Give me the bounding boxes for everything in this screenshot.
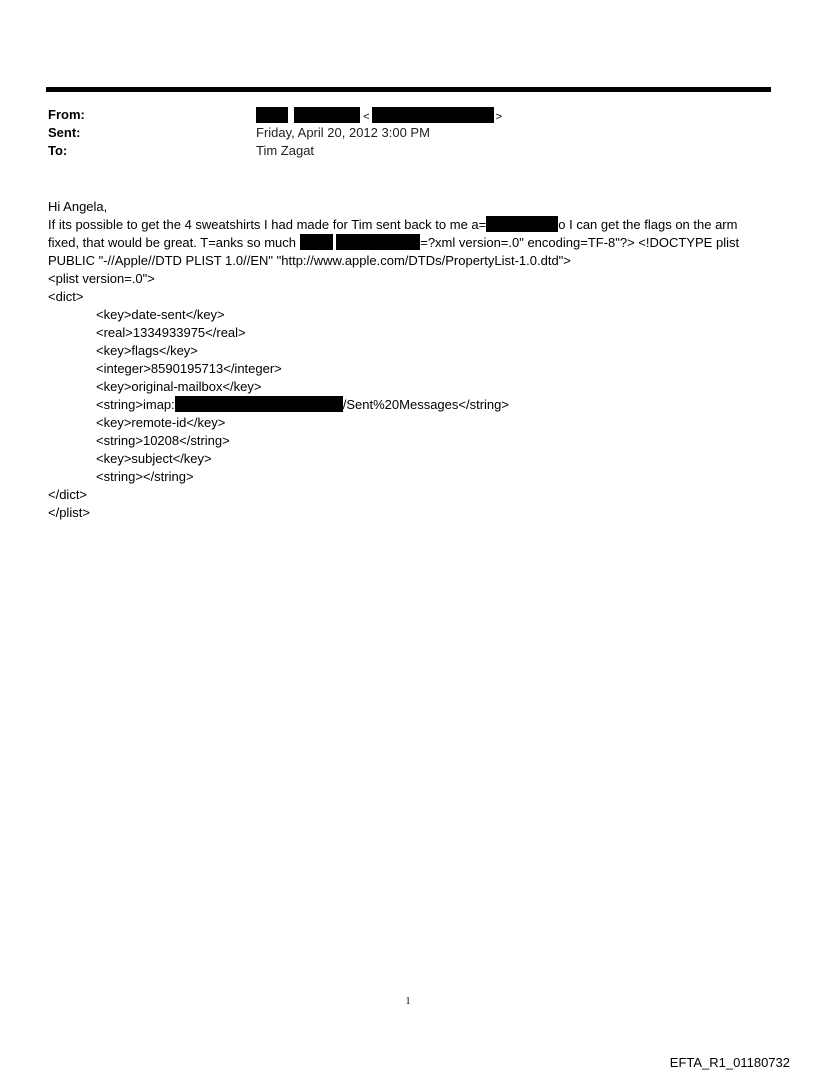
body-text: =?xml version=.0" encoding=TF-8"?> <!DOCTYPE plist: [420, 235, 740, 250]
body-line: <string></string>: [96, 469, 194, 484]
body-line: <string>10208</string>: [96, 433, 230, 448]
body-text: o I can get the flags on the arm: [558, 217, 738, 232]
body-line: <key>remote-id</key>: [96, 415, 226, 430]
header-rule: [46, 87, 771, 92]
body-line: <key>original-mailbox</key>: [96, 379, 262, 394]
body-text: /Sent%20Messages</string>: [342, 397, 509, 412]
redaction-box: [175, 396, 343, 412]
body-line: <plist version=.0">: [48, 271, 155, 286]
body-line: [48, 234, 773, 252]
from-gt: >: [495, 111, 502, 123]
sent-label: Sent:: [48, 125, 81, 140]
redaction-box: [486, 216, 558, 232]
body-line: [48, 216, 773, 234]
body-text: If its possible to get the 4 sweatshirts I had made for Tim sent back to me a=: [48, 217, 487, 232]
from-lt: <: [363, 111, 370, 123]
document-id: EFTA_R1_01180732: [669, 1055, 790, 1070]
body-line: <key>flags</key>: [96, 343, 198, 358]
body-line: [48, 396, 773, 414]
from-value: [256, 107, 502, 125]
body-text: fixed, that would be great. T=anks so much: [48, 235, 296, 250]
to-label: To:: [48, 143, 68, 158]
body-line: <integer>8590195713</integer>: [96, 361, 282, 376]
body-line: </plist>: [48, 505, 90, 520]
body-line: <real>1334933975</real>: [96, 325, 246, 340]
body-line: </dict>: [48, 487, 88, 502]
body-line: <key>date-sent</key>: [96, 307, 225, 322]
redaction-box: [336, 234, 420, 250]
body-line: <key>subject</key>: [96, 451, 212, 466]
body-text: <string>imap:: [96, 397, 175, 412]
redaction-box: [294, 107, 360, 123]
body-line: PUBLIC "-//Apple//DTD PLIST 1.0//EN" "http://www.apple.com/DTDs/PropertyList-1.0.dtd">: [48, 253, 571, 268]
to-value: Tim Zagat: [256, 143, 315, 158]
redaction-box: [300, 234, 333, 250]
message-body: [48, 198, 773, 522]
redaction-box: [372, 107, 494, 123]
greeting: Hi Angela,: [48, 199, 108, 214]
page-number: 1: [405, 996, 411, 1007]
from-label: From:: [48, 107, 85, 122]
redaction-box: [256, 107, 288, 123]
body-line: <dict>: [48, 289, 84, 304]
sent-value: Friday, April 20, 2012 3:00 PM: [256, 125, 430, 140]
